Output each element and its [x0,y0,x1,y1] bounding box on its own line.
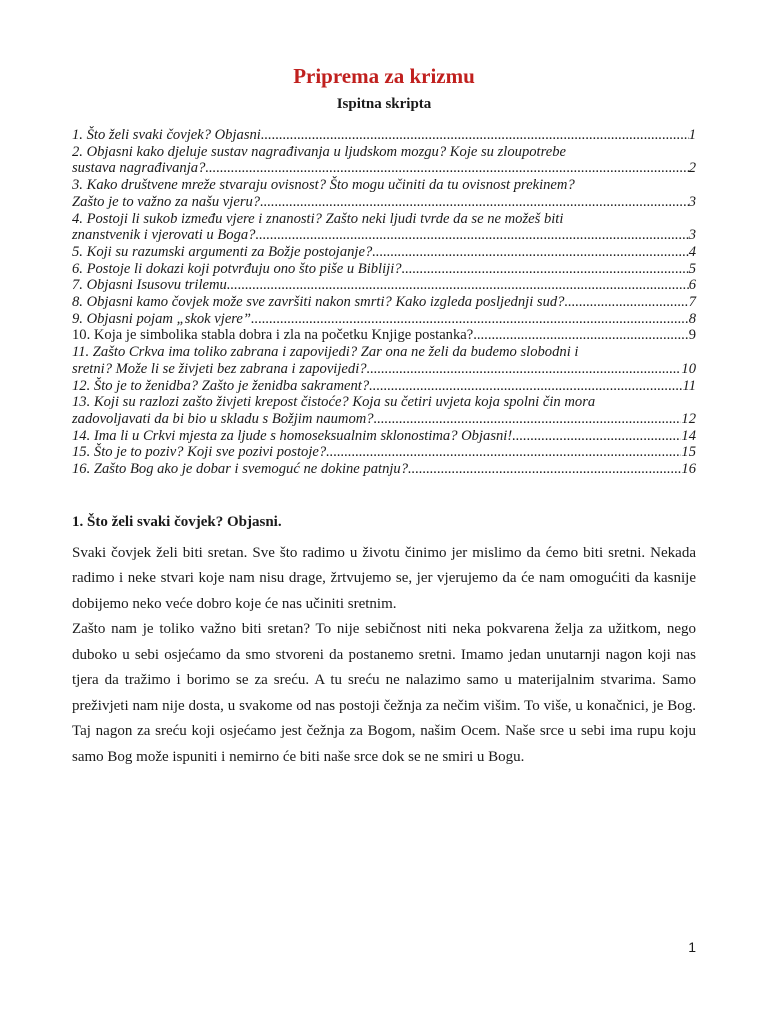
toc-entry[interactable] [72,394,696,427]
toc-leader-dots [367,361,682,378]
toc-leader-dots [372,244,688,261]
toc-line [72,344,696,361]
toc-page-number: 5 [688,260,696,277]
toc-line [72,277,696,294]
toc-leader-dots [255,227,688,244]
toc-line [72,327,696,344]
toc-leader-dots [260,194,689,211]
toc-entry-text: 16. Zašto Bog ako je dobar i svemoguć ne dokine patnju? [72,461,409,478]
toc-entry[interactable] [72,261,696,278]
toc-line [72,311,696,328]
toc-line [72,361,696,378]
toc-leader-dots [402,261,689,278]
toc-leader-dots [374,411,682,428]
toc-entry-text: 7. Objasni Isusovu trilemu. [72,277,231,294]
toc-leader-dots [408,461,681,478]
toc-entry[interactable] [72,327,696,344]
toc-entry-text: 14. Ima li u Crkvi mjesta za ljude s homoseksualnim sklonostima? Objasni! [72,427,513,444]
toc-page-number: 3 [688,193,696,210]
toc-entry-text: 15. Što je to poziv? Koji sve pozivi postoje? [72,444,327,461]
toc-entry[interactable] [72,244,696,261]
toc-entry-text: 4. Postoji li sukob između vjere i znanosti? Zašto neki ljudi tvrde da se ne možeš biti [72,210,564,227]
toc-line [72,160,696,177]
toc-line [72,428,696,445]
toc-entry-text: sustava nagrađivanja? [72,160,206,177]
toc-line [72,194,696,211]
toc-entry[interactable] [72,294,696,311]
toc-page-number: 14 [681,427,696,444]
toc-entry-text: zadovoljavati da bi bio u skladu s Božjim naumom? [72,410,374,427]
toc-leader-dots [205,160,688,177]
toc-page-number: 12 [681,410,696,427]
toc-entry[interactable] [72,378,696,395]
toc-page-number: 9 [688,327,696,344]
toc-leader-dots [231,277,689,294]
toc-line [72,461,696,478]
toc-line [72,378,696,395]
toc-entry[interactable] [72,344,696,377]
toc-entry[interactable] [72,211,696,244]
toc-entry-text: 9. Objasni pojam „skok vjere” [72,310,252,327]
toc-entry-text: 3. Kako društvene mreže stvaraju ovisnost? Što mogu učiniti da tu ovisnost prekinem? [72,177,575,194]
toc-page-number: 6 [688,277,696,294]
toc-page-number: 16 [681,461,696,478]
toc-entry-text: 6. Postoje li dokazi koji potvrđuju ono što piše u Bibliji? [72,260,402,277]
toc-entry-text: 12. Što je to ženidba? Zašto je ženidba sakrament? [72,377,370,394]
toc-line [72,177,696,194]
toc-entry[interactable] [72,311,696,328]
toc-page-number: 10 [681,360,696,377]
toc-leader-dots [265,127,689,144]
document-page [72,62,696,770]
toc-entry[interactable] [72,277,696,294]
toc-page-number: 3 [688,227,696,244]
toc-entry[interactable] [72,177,696,210]
toc-entry-text: 10. Koja je simbolika stabla dobra i zla na početku Knjige postanka? [72,327,474,344]
toc-entry-text: 11. Zašto Crkva ima toliko zabrana i zapovijedi? Zar ona ne želi da budemo slobodni i [72,344,579,361]
toc-entry[interactable] [72,444,696,461]
toc-entry[interactable] [72,461,696,478]
toc-line [72,244,696,261]
toc-entry[interactable] [72,144,696,177]
toc-entry-text: 8. Objasni kamo čovjek može sve završiti nakon smrti? Kako izgleda posljednji sud? [72,294,565,311]
toc-line [72,394,696,411]
toc-leader-dots [326,444,681,461]
toc-line [72,444,696,461]
toc-page-number: 7 [688,294,696,311]
toc-entry-text: znanstvenik i vjerovati u Boga? [72,227,256,244]
section-heading: 1. Što želi svaki čovjek? Objasni. [72,513,282,530]
toc-entry-text: 1. Što želi svaki čovjek? Objasni. [72,127,265,143]
toc-entry[interactable] [72,428,696,445]
toc-line [72,261,696,278]
toc-page-number: 15 [681,444,696,461]
toc-leader-dots [564,294,688,311]
toc-line [72,411,696,428]
toc-entry-text: Zašto je to važno za našu vjeru? [72,193,261,210]
toc-line [72,227,696,244]
toc-entry[interactable] [72,127,696,144]
document-subtitle: Ispitna skripta [336,96,432,112]
toc-leader-dots [512,428,681,445]
toc-entry-text: 13. Koji su razlozi zašto živjeti krepost čistoće? Koja su četiri uvjeta koja spolni čin mora [72,394,596,411]
table-of-contents [72,127,696,478]
body-paragraph: Svaki čovjek želi biti sretan. Sve što radimo u životu činimo jer mislimo da ćemo biti sretni. Nekada radimo i neke stvari koje nam nisu drage, žrtvujemo se, jer vjerujemo da će nam omogućiti da kasnije dobijemo neko veće dobro koje će nas učiniti sretnim. [72,544,696,612]
toc-page-number: 4 [688,243,696,260]
page-number: 1 [688,939,696,955]
toc-line [72,294,696,311]
toc-line [72,144,696,161]
toc-line [72,127,696,144]
toc-leader-dots [473,327,688,344]
toc-page-number: 2 [688,160,696,177]
body-paragraph: Zašto nam je toliko važno biti sretan? To nije sebičnost niti neka pokvarena želja za užitkom, nego duboko u sebi osjećamo da smo stvoreni da postanemo sretni. Imamo jedan unutarnji nagon koji nas tjera da tražimo i borimo se za sreću. A tu sreću ne nalazimo samo u materijalnim stvarima. Samo preživjeti nam nije dosta, u svakome od nas postoji čežnja za nečim višim. To više, u konačnici, je Bog. Taj nagon za sreću koji osjećamo jest čežnja za Bogom, našim Ocem. Naše srce u sebi ima rupu koju samo Bog može ispuniti i nemirno će biti naše srce dok se ne smiri u Bogu. [72,621,696,765]
document-title: Priprema za krizmu [293,64,475,88]
toc-page-number: 8 [688,310,696,327]
toc-entry-text: 5. Koji su razumski argumenti za Božje postojanje? [72,243,373,260]
toc-entry-text: 2. Objasni kako djeluje sustav nagrađivanja u ljudskom mozgu? Koje su zloupotrebe [72,143,566,160]
toc-entry-text: sretni? Može li se živjeti bez zabrana i zapovijedi? [72,360,367,377]
toc-leader-dots [251,311,689,328]
toc-page-number: 11 [682,377,696,394]
toc-line [72,211,696,228]
toc-page-number: 1 [688,127,696,143]
toc-leader-dots [369,378,682,395]
